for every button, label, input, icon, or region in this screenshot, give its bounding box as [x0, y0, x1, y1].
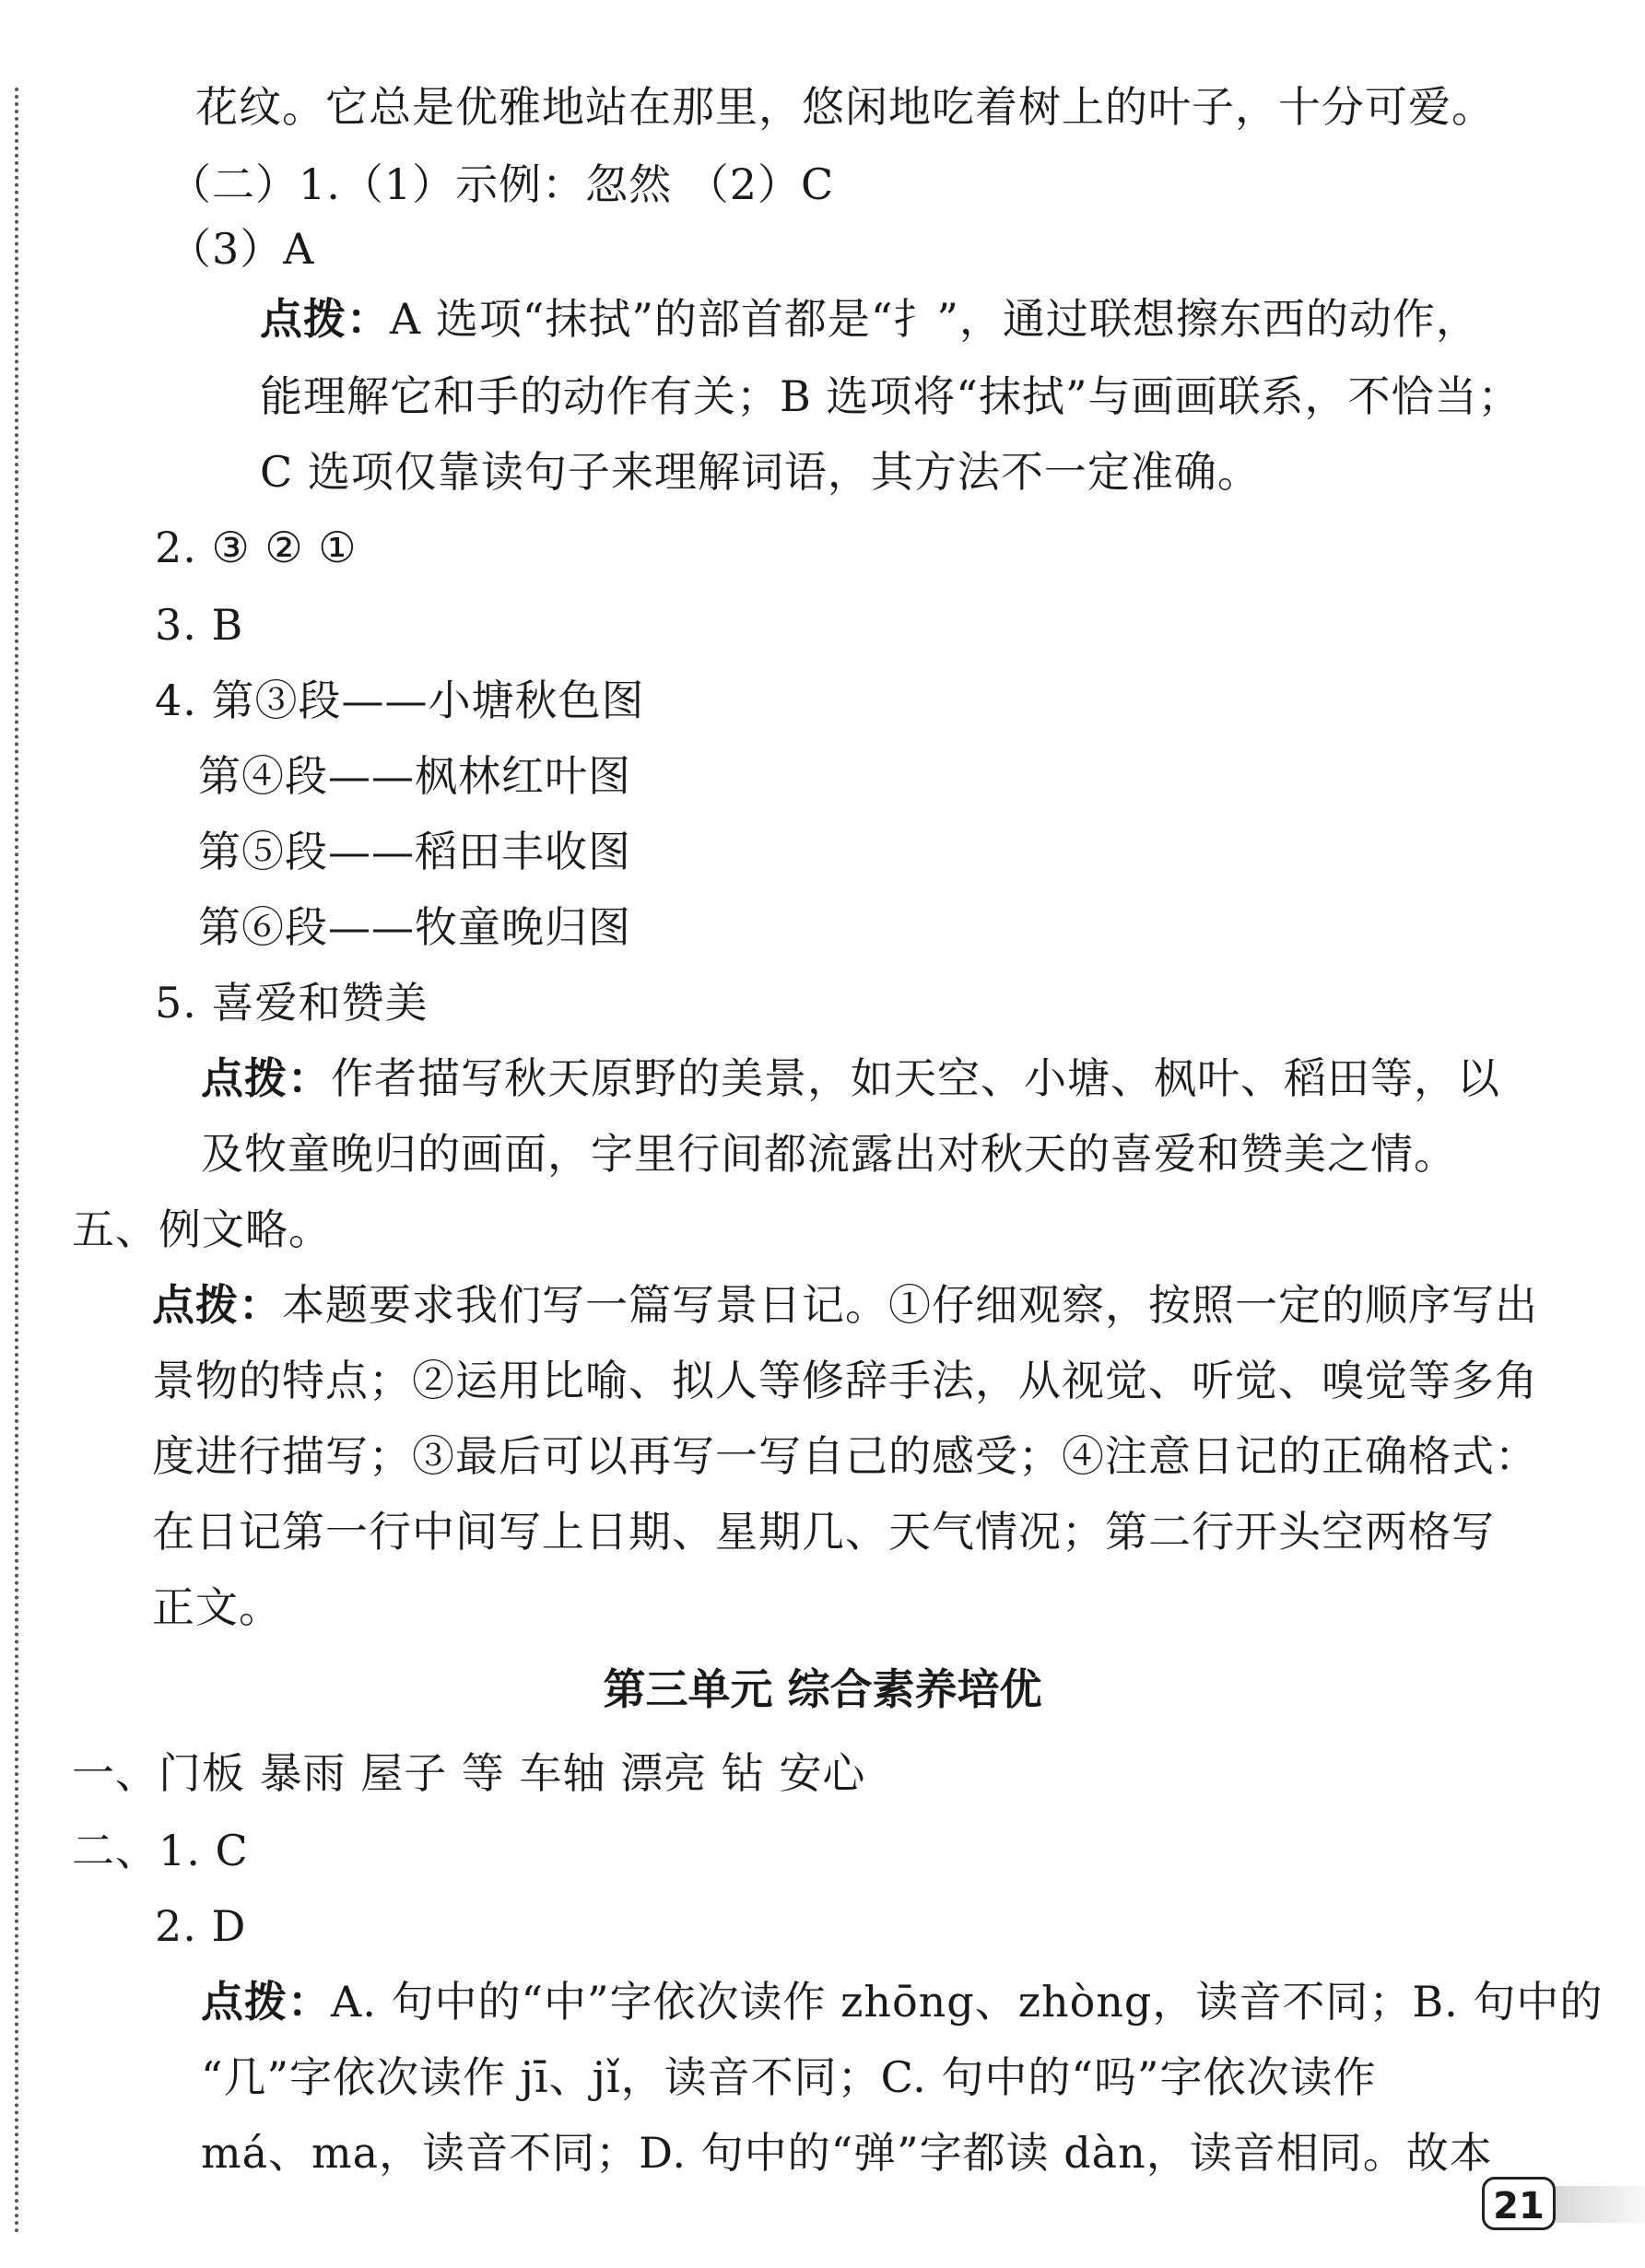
- text-line: 及牧童晚归的画面，字里行间都流露出对秋天的喜爱和赞美之情。: [201, 1129, 1457, 1179]
- text-line: 一、门板 暴雨 屋子 等 车轴 漂亮 钻 安心: [72, 1748, 866, 1798]
- hint-label: 点拨：: [201, 1053, 331, 1103]
- text-line: 度进行描写；③最后可以再写一写自己的感受；④注意日记的正确格式：: [152, 1431, 1538, 1481]
- text-line: 2. ③ ② ①: [155, 523, 358, 572]
- hint-line: [152, 1279, 1538, 1331]
- text-line: C 选项仅靠读句子来理解词语，其方法不一定准确。: [260, 447, 1261, 497]
- text-line: 能理解它和手的动作有关；B 选项将“抹拭”与画画联系，不恰当；: [260, 371, 1522, 421]
- page-number: 21: [1482, 2177, 1556, 2230]
- hint-line: [201, 1976, 1603, 2027]
- text-line: 第④段——枫林红叶图: [198, 751, 631, 801]
- section-title: 第三单元 综合素养培优: [603, 1664, 1042, 1714]
- hint-line: [260, 293, 1479, 345]
- text-line: 第⑥段——牧童晚归图: [198, 902, 631, 952]
- page-number-bar: [1556, 2186, 1645, 2223]
- text-line: “几”字依次读作 jī、jǐ，读音不同；C. 句中的“吗”字依次读作: [201, 2052, 1377, 2102]
- text-line: 5. 喜爱和赞美: [155, 978, 429, 1028]
- text-line: 景物的特点；②运用比喻、拟人等修辞手法，从视觉、听觉、嗅觉等多角: [152, 1356, 1538, 1405]
- text-line: （二）1.（1）示例：忽然 （2）C: [169, 159, 835, 209]
- text-line: 五、例文略。: [72, 1205, 332, 1254]
- text-line: 2. D: [155, 1901, 247, 1951]
- hint-label: 点拨：: [152, 1280, 282, 1330]
- hint-text: A. 句中的“中”字依次读作 zhōng、zhòng，读音不同；B. 句中的: [331, 1977, 1604, 2027]
- text-line: 花纹。它总是优雅地站在那里，悠闲地吃着树上的叶子，十分可爱。: [195, 82, 1495, 132]
- hint-label: 点拨：: [201, 1977, 331, 2027]
- text-line: 4. 第③段——小塘秋色图: [155, 676, 645, 725]
- binding-dotted-line: [15, 88, 18, 2235]
- hint-text: 本题要求我们写一篇写景日记。①仔细观察，按照一定的顺序写出: [282, 1280, 1538, 1330]
- text-line: má、ma，读音不同；D. 句中的“弹”字都读 dàn，读音相同。故本: [201, 2128, 1493, 2178]
- text-line: 3. B: [155, 600, 244, 650]
- hint-label: 点拨：: [260, 294, 390, 344]
- hint-text: 作者描写秋天原野的美景，如天空、小塘、枫叶、稻田等，以: [331, 1053, 1500, 1103]
- hint-line: [201, 1052, 1500, 1104]
- hint-text: A 选项“抹拭”的部首都是“扌”，通过联想擦东西的动作，: [390, 294, 1479, 344]
- text-line: 二、1. C: [72, 1826, 249, 1875]
- text-line: 正文。: [152, 1582, 282, 1632]
- text-line: （3）A: [169, 224, 315, 274]
- text-line: 在日记第一行中间写上日期、星期几、天气情况；第二行开头空两格写: [152, 1507, 1495, 1557]
- text-line: 第⑤段——稻田丰收图: [198, 827, 631, 876]
